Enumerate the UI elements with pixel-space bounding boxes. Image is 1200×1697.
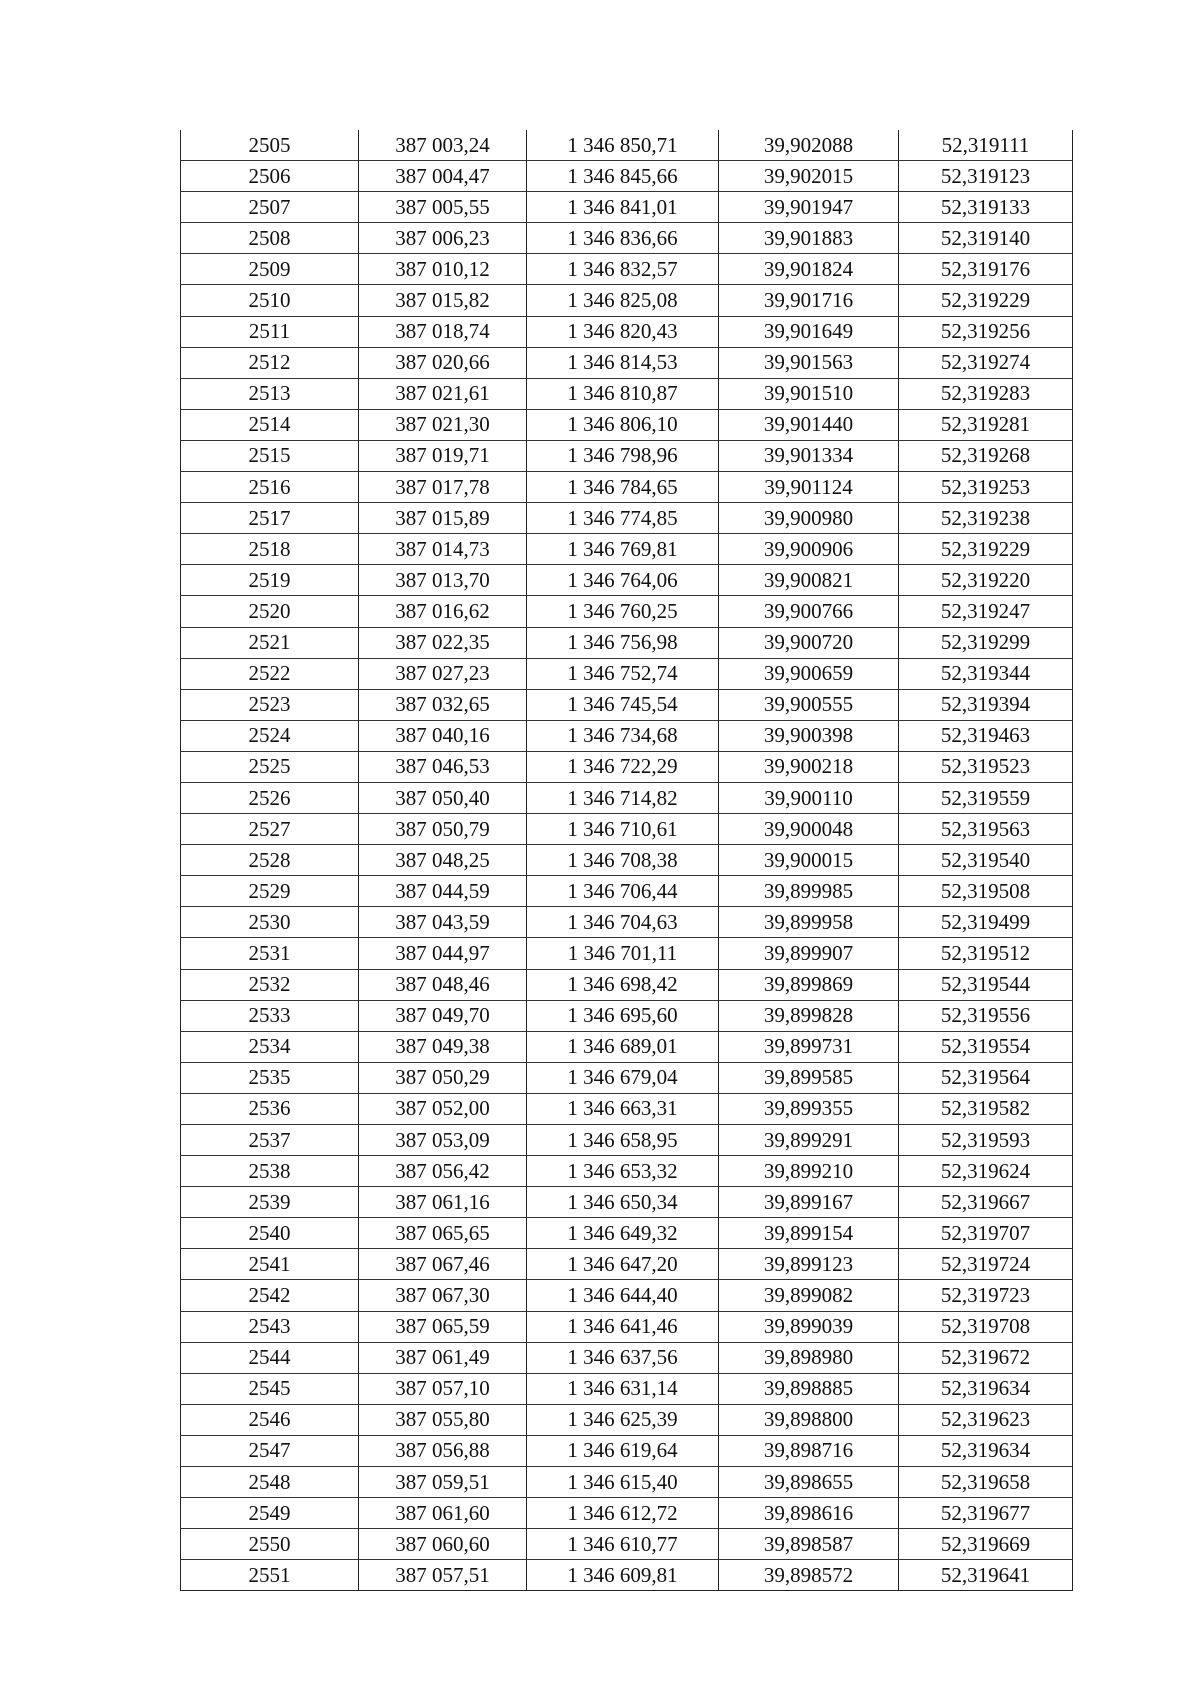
x-coordinate-cell: 387 017,78 <box>359 472 527 503</box>
x-coordinate-cell: 387 048,46 <box>359 969 527 1000</box>
y-coordinate-cell: 1 346 810,87 <box>527 378 719 409</box>
y-coordinate-cell: 1 346 760,25 <box>527 596 719 627</box>
longitude-cell: 39,898800 <box>719 1404 899 1435</box>
longitude-cell: 39,900720 <box>719 627 899 658</box>
y-coordinate-cell: 1 346 769,81 <box>527 534 719 565</box>
longitude-cell: 39,901563 <box>719 347 899 378</box>
y-coordinate-cell: 1 346 653,32 <box>527 1156 719 1187</box>
latitude-cell: 52,319667 <box>899 1187 1073 1218</box>
latitude-cell: 52,319283 <box>899 378 1073 409</box>
y-coordinate-cell: 1 346 710,61 <box>527 814 719 845</box>
point-number-cell: 2522 <box>181 658 359 689</box>
point-number-cell: 2543 <box>181 1311 359 1342</box>
point-number-cell: 2514 <box>181 409 359 440</box>
table-row <box>181 223 1073 254</box>
table-row <box>181 1031 1073 1062</box>
latitude-cell: 52,319247 <box>899 596 1073 627</box>
x-coordinate-cell: 387 004,47 <box>359 161 527 192</box>
y-coordinate-cell: 1 346 752,74 <box>527 658 719 689</box>
point-number-cell: 2544 <box>181 1342 359 1373</box>
y-coordinate-cell: 1 346 836,66 <box>527 223 719 254</box>
table-row <box>181 1342 1073 1373</box>
y-coordinate-cell: 1 346 764,06 <box>527 565 719 596</box>
x-coordinate-cell: 387 013,70 <box>359 565 527 596</box>
point-number-cell: 2513 <box>181 378 359 409</box>
table-row <box>181 814 1073 845</box>
latitude-cell: 52,319133 <box>899 192 1073 223</box>
x-coordinate-cell: 387 021,30 <box>359 409 527 440</box>
point-number-cell: 2537 <box>181 1125 359 1156</box>
longitude-cell: 39,900980 <box>719 503 899 534</box>
longitude-cell: 39,899082 <box>719 1280 899 1311</box>
x-coordinate-cell: 387 061,49 <box>359 1342 527 1373</box>
longitude-cell: 39,901649 <box>719 316 899 347</box>
table-row <box>181 1404 1073 1435</box>
longitude-cell: 39,899958 <box>719 907 899 938</box>
y-coordinate-cell: 1 346 774,85 <box>527 503 719 534</box>
point-number-cell: 2516 <box>181 472 359 503</box>
point-number-cell: 2528 <box>181 845 359 876</box>
longitude-cell: 39,898885 <box>719 1373 899 1404</box>
y-coordinate-cell: 1 346 644,40 <box>527 1280 719 1311</box>
point-number-cell: 2540 <box>181 1218 359 1249</box>
x-coordinate-cell: 387 050,29 <box>359 1062 527 1093</box>
x-coordinate-cell: 387 052,00 <box>359 1093 527 1124</box>
point-number-cell: 2510 <box>181 285 359 316</box>
longitude-cell: 39,901510 <box>719 378 899 409</box>
table-row <box>181 1062 1073 1093</box>
latitude-cell: 52,319268 <box>899 440 1073 471</box>
point-number-cell: 2508 <box>181 223 359 254</box>
y-coordinate-cell: 1 346 658,95 <box>527 1125 719 1156</box>
y-coordinate-cell: 1 346 704,63 <box>527 907 719 938</box>
y-coordinate-cell: 1 346 734,68 <box>527 720 719 751</box>
x-coordinate-cell: 387 057,51 <box>359 1560 527 1591</box>
latitude-cell: 52,319559 <box>899 782 1073 813</box>
longitude-cell: 39,899291 <box>719 1125 899 1156</box>
y-coordinate-cell: 1 346 663,31 <box>527 1093 719 1124</box>
longitude-cell: 39,899907 <box>719 938 899 969</box>
table-row <box>181 409 1073 440</box>
longitude-cell: 39,898716 <box>719 1435 899 1466</box>
x-coordinate-cell: 387 003,24 <box>359 130 527 161</box>
y-coordinate-cell: 1 346 647,20 <box>527 1249 719 1280</box>
table-row <box>181 378 1073 409</box>
x-coordinate-cell: 387 049,70 <box>359 1000 527 1031</box>
point-number-cell: 2509 <box>181 254 359 285</box>
latitude-cell: 52,319582 <box>899 1093 1073 1124</box>
latitude-cell: 52,319593 <box>899 1125 1073 1156</box>
longitude-cell: 39,901947 <box>719 192 899 223</box>
table-row <box>181 192 1073 223</box>
y-coordinate-cell: 1 346 615,40 <box>527 1467 719 1498</box>
latitude-cell: 52,319123 <box>899 161 1073 192</box>
point-number-cell: 2507 <box>181 192 359 223</box>
longitude-cell: 39,900766 <box>719 596 899 627</box>
table-row <box>181 627 1073 658</box>
y-coordinate-cell: 1 346 806,10 <box>527 409 719 440</box>
y-coordinate-cell: 1 346 825,08 <box>527 285 719 316</box>
point-number-cell: 2511 <box>181 316 359 347</box>
table-row <box>181 254 1073 285</box>
table-row <box>181 782 1073 813</box>
table-row <box>181 285 1073 316</box>
table-row <box>181 1187 1073 1218</box>
table-row <box>181 347 1073 378</box>
y-coordinate-cell: 1 346 631,14 <box>527 1373 719 1404</box>
x-coordinate-cell: 387 010,12 <box>359 254 527 285</box>
longitude-cell: 39,899985 <box>719 876 899 907</box>
x-coordinate-cell: 387 015,89 <box>359 503 527 534</box>
latitude-cell: 52,319394 <box>899 689 1073 720</box>
point-number-cell: 2505 <box>181 130 359 161</box>
x-coordinate-cell: 387 040,16 <box>359 720 527 751</box>
point-number-cell: 2538 <box>181 1156 359 1187</box>
y-coordinate-cell: 1 346 679,04 <box>527 1062 719 1093</box>
longitude-cell: 39,898655 <box>719 1467 899 1498</box>
y-coordinate-cell: 1 346 609,81 <box>527 1560 719 1591</box>
longitude-cell: 39,900048 <box>719 814 899 845</box>
point-number-cell: 2525 <box>181 751 359 782</box>
longitude-cell: 39,899167 <box>719 1187 899 1218</box>
x-coordinate-cell: 387 027,23 <box>359 658 527 689</box>
longitude-cell: 39,899828 <box>719 1000 899 1031</box>
latitude-cell: 52,319641 <box>899 1560 1073 1591</box>
x-coordinate-cell: 387 019,71 <box>359 440 527 471</box>
longitude-cell: 39,900110 <box>719 782 899 813</box>
point-number-cell: 2519 <box>181 565 359 596</box>
y-coordinate-cell: 1 346 722,29 <box>527 751 719 782</box>
longitude-cell: 39,900015 <box>719 845 899 876</box>
x-coordinate-cell: 387 057,10 <box>359 1373 527 1404</box>
table-row <box>181 907 1073 938</box>
table-row <box>181 596 1073 627</box>
point-number-cell: 2547 <box>181 1435 359 1466</box>
y-coordinate-cell: 1 346 814,53 <box>527 347 719 378</box>
table-row <box>181 1280 1073 1311</box>
latitude-cell: 52,319658 <box>899 1467 1073 1498</box>
point-number-cell: 2517 <box>181 503 359 534</box>
table-row <box>181 316 1073 347</box>
y-coordinate-cell: 1 346 708,38 <box>527 845 719 876</box>
table-row <box>181 1218 1073 1249</box>
table-row <box>181 1498 1073 1529</box>
y-coordinate-cell: 1 346 641,46 <box>527 1311 719 1342</box>
table-row <box>181 720 1073 751</box>
point-number-cell: 2529 <box>181 876 359 907</box>
y-coordinate-cell: 1 346 841,01 <box>527 192 719 223</box>
point-number-cell: 2520 <box>181 596 359 627</box>
y-coordinate-cell: 1 346 845,66 <box>527 161 719 192</box>
table-row <box>181 1311 1073 1342</box>
point-number-cell: 2548 <box>181 1467 359 1498</box>
y-coordinate-cell: 1 346 619,64 <box>527 1435 719 1466</box>
y-coordinate-cell: 1 346 637,56 <box>527 1342 719 1373</box>
point-number-cell: 2515 <box>181 440 359 471</box>
x-coordinate-cell: 387 061,60 <box>359 1498 527 1529</box>
table-row <box>181 1000 1073 1031</box>
point-number-cell: 2512 <box>181 347 359 378</box>
point-number-cell: 2542 <box>181 1280 359 1311</box>
latitude-cell: 52,319111 <box>899 130 1073 161</box>
y-coordinate-cell: 1 346 832,57 <box>527 254 719 285</box>
latitude-cell: 52,319564 <box>899 1062 1073 1093</box>
longitude-cell: 39,900398 <box>719 720 899 751</box>
x-coordinate-cell: 387 056,88 <box>359 1435 527 1466</box>
latitude-cell: 52,319499 <box>899 907 1073 938</box>
point-number-cell: 2545 <box>181 1373 359 1404</box>
y-coordinate-cell: 1 346 612,72 <box>527 1498 719 1529</box>
table-row <box>181 1093 1073 1124</box>
x-coordinate-cell: 387 020,66 <box>359 347 527 378</box>
latitude-cell: 52,319140 <box>899 223 1073 254</box>
point-number-cell: 2518 <box>181 534 359 565</box>
table-row <box>181 1156 1073 1187</box>
table-row <box>181 969 1073 1000</box>
table-row <box>181 845 1073 876</box>
latitude-cell: 52,319723 <box>899 1280 1073 1311</box>
longitude-cell: 39,900821 <box>719 565 899 596</box>
point-number-cell: 2524 <box>181 720 359 751</box>
latitude-cell: 52,319256 <box>899 316 1073 347</box>
table-row <box>181 1373 1073 1404</box>
table-row <box>181 472 1073 503</box>
longitude-cell: 39,899123 <box>719 1249 899 1280</box>
point-number-cell: 2551 <box>181 1560 359 1591</box>
table-row <box>181 1125 1073 1156</box>
y-coordinate-cell: 1 346 650,34 <box>527 1187 719 1218</box>
latitude-cell: 52,319508 <box>899 876 1073 907</box>
latitude-cell: 52,319281 <box>899 409 1073 440</box>
x-coordinate-cell: 387 049,38 <box>359 1031 527 1062</box>
table-row <box>181 1435 1073 1466</box>
x-coordinate-cell: 387 061,16 <box>359 1187 527 1218</box>
x-coordinate-cell: 387 005,55 <box>359 192 527 223</box>
x-coordinate-cell: 387 021,61 <box>359 378 527 409</box>
x-coordinate-cell: 387 056,42 <box>359 1156 527 1187</box>
longitude-cell: 39,898616 <box>719 1498 899 1529</box>
coordinates-table-body <box>181 130 1073 1591</box>
x-coordinate-cell: 387 060,60 <box>359 1529 527 1560</box>
longitude-cell: 39,898980 <box>719 1342 899 1373</box>
x-coordinate-cell: 387 032,65 <box>359 689 527 720</box>
point-number-cell: 2550 <box>181 1529 359 1560</box>
latitude-cell: 52,319540 <box>899 845 1073 876</box>
x-coordinate-cell: 387 016,62 <box>359 596 527 627</box>
table-row <box>181 689 1073 720</box>
latitude-cell: 52,319344 <box>899 658 1073 689</box>
point-number-cell: 2532 <box>181 969 359 1000</box>
latitude-cell: 52,319274 <box>899 347 1073 378</box>
table-row <box>181 130 1073 161</box>
latitude-cell: 52,319634 <box>899 1373 1073 1404</box>
latitude-cell: 52,319708 <box>899 1311 1073 1342</box>
x-coordinate-cell: 387 015,82 <box>359 285 527 316</box>
y-coordinate-cell: 1 346 610,77 <box>527 1529 719 1560</box>
latitude-cell: 52,319624 <box>899 1156 1073 1187</box>
latitude-cell: 52,319253 <box>899 472 1073 503</box>
longitude-cell: 39,901334 <box>719 440 899 471</box>
longitude-cell: 39,901716 <box>719 285 899 316</box>
table-row <box>181 751 1073 782</box>
x-coordinate-cell: 387 014,73 <box>359 534 527 565</box>
table-row <box>181 658 1073 689</box>
table-row <box>181 876 1073 907</box>
latitude-cell: 52,319229 <box>899 285 1073 316</box>
latitude-cell: 52,319634 <box>899 1435 1073 1466</box>
y-coordinate-cell: 1 346 701,11 <box>527 938 719 969</box>
x-coordinate-cell: 387 065,59 <box>359 1311 527 1342</box>
x-coordinate-cell: 387 065,65 <box>359 1218 527 1249</box>
x-coordinate-cell: 387 022,35 <box>359 627 527 658</box>
latitude-cell: 52,319672 <box>899 1342 1073 1373</box>
x-coordinate-cell: 387 053,09 <box>359 1125 527 1156</box>
longitude-cell: 39,899731 <box>719 1031 899 1062</box>
latitude-cell: 52,319544 <box>899 969 1073 1000</box>
longitude-cell: 39,899355 <box>719 1093 899 1124</box>
latitude-cell: 52,319238 <box>899 503 1073 534</box>
latitude-cell: 52,319220 <box>899 565 1073 596</box>
latitude-cell: 52,319556 <box>899 1000 1073 1031</box>
x-coordinate-cell: 387 050,79 <box>359 814 527 845</box>
latitude-cell: 52,319563 <box>899 814 1073 845</box>
y-coordinate-cell: 1 346 820,43 <box>527 316 719 347</box>
latitude-cell: 52,319512 <box>899 938 1073 969</box>
point-number-cell: 2526 <box>181 782 359 813</box>
point-number-cell: 2539 <box>181 1187 359 1218</box>
latitude-cell: 52,319229 <box>899 534 1073 565</box>
y-coordinate-cell: 1 346 798,96 <box>527 440 719 471</box>
point-number-cell: 2527 <box>181 814 359 845</box>
point-number-cell: 2535 <box>181 1062 359 1093</box>
latitude-cell: 52,319724 <box>899 1249 1073 1280</box>
x-coordinate-cell: 387 043,59 <box>359 907 527 938</box>
y-coordinate-cell: 1 346 745,54 <box>527 689 719 720</box>
point-number-cell: 2541 <box>181 1249 359 1280</box>
table-row <box>181 1560 1073 1591</box>
table-row <box>181 440 1073 471</box>
latitude-cell: 52,319299 <box>899 627 1073 658</box>
table-row <box>181 938 1073 969</box>
point-number-cell: 2533 <box>181 1000 359 1031</box>
x-coordinate-cell: 387 006,23 <box>359 223 527 254</box>
x-coordinate-cell: 387 044,97 <box>359 938 527 969</box>
longitude-cell: 39,899585 <box>719 1062 899 1093</box>
y-coordinate-cell: 1 346 714,82 <box>527 782 719 813</box>
longitude-cell: 39,900218 <box>719 751 899 782</box>
table-row <box>181 565 1073 596</box>
table-row <box>181 1467 1073 1498</box>
latitude-cell: 52,319463 <box>899 720 1073 751</box>
longitude-cell: 39,901124 <box>719 472 899 503</box>
latitude-cell: 52,319677 <box>899 1498 1073 1529</box>
longitude-cell: 39,899039 <box>719 1311 899 1342</box>
point-number-cell: 2521 <box>181 627 359 658</box>
point-number-cell: 2523 <box>181 689 359 720</box>
longitude-cell: 39,901824 <box>719 254 899 285</box>
point-number-cell: 2536 <box>181 1093 359 1124</box>
longitude-cell: 39,899869 <box>719 969 899 1000</box>
longitude-cell: 39,901883 <box>719 223 899 254</box>
y-coordinate-cell: 1 346 756,98 <box>527 627 719 658</box>
x-coordinate-cell: 387 067,30 <box>359 1280 527 1311</box>
longitude-cell: 39,901440 <box>719 409 899 440</box>
x-coordinate-cell: 387 044,59 <box>359 876 527 907</box>
y-coordinate-cell: 1 346 689,01 <box>527 1031 719 1062</box>
x-coordinate-cell: 387 059,51 <box>359 1467 527 1498</box>
x-coordinate-cell: 387 067,46 <box>359 1249 527 1280</box>
latitude-cell: 52,319623 <box>899 1404 1073 1435</box>
y-coordinate-cell: 1 346 850,71 <box>527 130 719 161</box>
point-number-cell: 2530 <box>181 907 359 938</box>
table-row <box>181 534 1073 565</box>
point-number-cell: 2531 <box>181 938 359 969</box>
y-coordinate-cell: 1 346 706,44 <box>527 876 719 907</box>
longitude-cell: 39,900906 <box>719 534 899 565</box>
table-row <box>181 503 1073 534</box>
point-number-cell: 2546 <box>181 1404 359 1435</box>
latitude-cell: 52,319523 <box>899 751 1073 782</box>
point-number-cell: 2506 <box>181 161 359 192</box>
longitude-cell: 39,899210 <box>719 1156 899 1187</box>
y-coordinate-cell: 1 346 649,32 <box>527 1218 719 1249</box>
longitude-cell: 39,902015 <box>719 161 899 192</box>
longitude-cell: 39,900659 <box>719 658 899 689</box>
x-coordinate-cell: 387 055,80 <box>359 1404 527 1435</box>
latitude-cell: 52,319707 <box>899 1218 1073 1249</box>
table-row <box>181 1249 1073 1280</box>
longitude-cell: 39,898587 <box>719 1529 899 1560</box>
latitude-cell: 52,319176 <box>899 254 1073 285</box>
longitude-cell: 39,898572 <box>719 1560 899 1591</box>
table-row <box>181 161 1073 192</box>
x-coordinate-cell: 387 018,74 <box>359 316 527 347</box>
y-coordinate-cell: 1 346 698,42 <box>527 969 719 1000</box>
table-row <box>181 1529 1073 1560</box>
longitude-cell: 39,900555 <box>719 689 899 720</box>
x-coordinate-cell: 387 046,53 <box>359 751 527 782</box>
x-coordinate-cell: 387 048,25 <box>359 845 527 876</box>
y-coordinate-cell: 1 346 695,60 <box>527 1000 719 1031</box>
point-number-cell: 2534 <box>181 1031 359 1062</box>
latitude-cell: 52,319554 <box>899 1031 1073 1062</box>
point-number-cell: 2549 <box>181 1498 359 1529</box>
y-coordinate-cell: 1 346 784,65 <box>527 472 719 503</box>
longitude-cell: 39,902088 <box>719 130 899 161</box>
coordinates-table <box>180 130 1073 1591</box>
x-coordinate-cell: 387 050,40 <box>359 782 527 813</box>
latitude-cell: 52,319669 <box>899 1529 1073 1560</box>
longitude-cell: 39,899154 <box>719 1218 899 1249</box>
y-coordinate-cell: 1 346 625,39 <box>527 1404 719 1435</box>
